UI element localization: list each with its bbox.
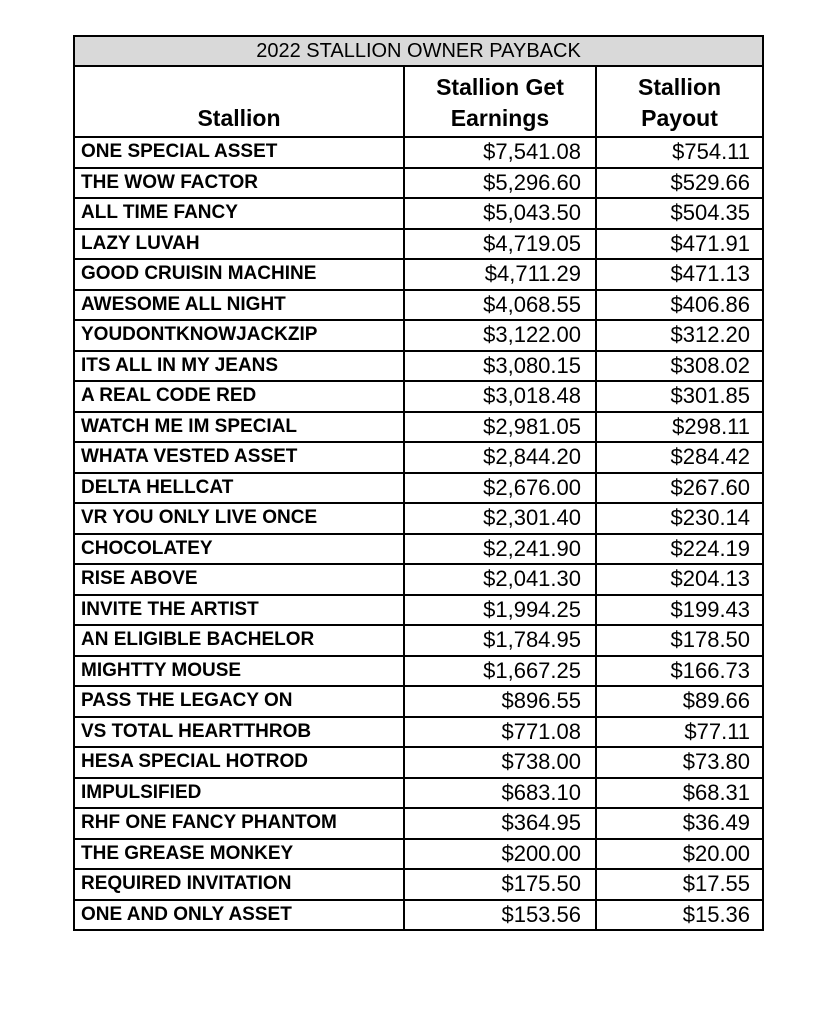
header-payout-line1: Stallion	[637, 74, 722, 100]
table-row	[74, 778, 763, 809]
stallion-name-cell: WATCH ME IM SPECIAL	[74, 412, 404, 443]
earnings-cell: $683.10	[404, 778, 596, 809]
stallion-name-cell: LAZY LUVAH	[74, 229, 404, 260]
earnings-cell: $4,719.05	[404, 229, 596, 260]
stallion-name-cell: MIGHTTY MOUSE	[74, 656, 404, 687]
earnings-cell: $364.95	[404, 808, 596, 839]
payout-cell: $17.55	[596, 869, 763, 900]
table-row	[74, 229, 763, 260]
payout-cell: $301.85	[596, 381, 763, 412]
earnings-cell: $738.00	[404, 747, 596, 778]
stallion-name-cell: THE GREASE MONKEY	[74, 839, 404, 870]
earnings-cell: $2,241.90	[404, 534, 596, 565]
earnings-cell: $2,301.40	[404, 503, 596, 534]
header-earnings-line2: Earnings	[450, 105, 550, 131]
stallion-name-cell: RISE ABOVE	[74, 564, 404, 595]
earnings-cell: $4,711.29	[404, 259, 596, 290]
payout-cell: $36.49	[596, 808, 763, 839]
earnings-cell: $2,676.00	[404, 473, 596, 504]
table-row	[74, 656, 763, 687]
table-row	[74, 839, 763, 870]
earnings-cell: $3,080.15	[404, 351, 596, 382]
earnings-cell: $3,018.48	[404, 381, 596, 412]
stallion-name-cell: ALL TIME FANCY	[74, 198, 404, 229]
stallion-name-cell: HESA SPECIAL HOTROD	[74, 747, 404, 778]
payout-cell: $298.11	[596, 412, 763, 443]
table-row	[74, 869, 763, 900]
payout-cell: $406.86	[596, 290, 763, 321]
payout-cell: $284.42	[596, 442, 763, 473]
earnings-cell: $2,981.05	[404, 412, 596, 443]
earnings-cell: $175.50	[404, 869, 596, 900]
table-row	[74, 198, 763, 229]
table-row	[74, 290, 763, 321]
payout-cell: $20.00	[596, 839, 763, 870]
table-row	[74, 534, 763, 565]
earnings-cell: $7,541.08	[404, 137, 596, 168]
payout-cell: $471.91	[596, 229, 763, 260]
stallion-name-cell: VS TOTAL HEARTTHROB	[74, 717, 404, 748]
payout-cell: $471.13	[596, 259, 763, 290]
table-row	[74, 168, 763, 199]
stallion-name-cell: ITS ALL IN MY JEANS	[74, 351, 404, 382]
stallion-name-cell: WHATA VESTED ASSET	[74, 442, 404, 473]
stallion-name-cell: VR YOU ONLY LIVE ONCE	[74, 503, 404, 534]
stallion-name-cell: CHOCOLATEY	[74, 534, 404, 565]
payout-cell: $230.14	[596, 503, 763, 534]
header-earnings-line1: Stallion Get	[436, 74, 564, 100]
payout-cell: $68.31	[596, 778, 763, 809]
stallion-name-cell: THE WOW FACTOR	[74, 168, 404, 199]
stallion-name-cell: RHF ONE FANCY PHANTOM	[74, 808, 404, 839]
stallion-name-cell: PASS THE LEGACY ON	[74, 686, 404, 717]
payout-cell: $754.11	[596, 137, 763, 168]
earnings-cell: $1,994.25	[404, 595, 596, 626]
payout-cell: $504.35	[596, 198, 763, 229]
table-row	[74, 320, 763, 351]
table-row	[74, 259, 763, 290]
payout-cell: $204.13	[596, 564, 763, 595]
payback-table	[73, 35, 764, 931]
earnings-cell: $5,043.50	[404, 198, 596, 229]
title-row	[74, 36, 763, 66]
payout-cell: $308.02	[596, 351, 763, 382]
earnings-cell: $1,784.95	[404, 625, 596, 656]
stallion-name-cell: ONE AND ONLY ASSET	[74, 900, 404, 931]
payout-cell: $89.66	[596, 686, 763, 717]
table-row	[74, 137, 763, 168]
table-row	[74, 747, 763, 778]
earnings-cell: $2,041.30	[404, 564, 596, 595]
earnings-cell: $200.00	[404, 839, 596, 870]
header-stallion-label: Stallion	[197, 105, 281, 131]
stallion-name-cell: YOUDONTKNOWJACKZIP	[74, 320, 404, 351]
table-row	[74, 412, 763, 443]
stallion-name-cell: DELTA HELLCAT	[74, 473, 404, 504]
stallion-name-cell: ONE SPECIAL ASSET	[74, 137, 404, 168]
earnings-cell: $3,122.00	[404, 320, 596, 351]
table-body	[74, 36, 763, 930]
header-earnings	[404, 66, 596, 137]
table-row	[74, 717, 763, 748]
table-row	[74, 808, 763, 839]
stallion-name-cell: REQUIRED INVITATION	[74, 869, 404, 900]
payout-cell: $267.60	[596, 473, 763, 504]
stallion-name-cell: INVITE THE ARTIST	[74, 595, 404, 626]
header-row	[74, 66, 763, 137]
table-title: 2022 STALLION OWNER PAYBACK	[74, 36, 763, 66]
stallion-name-cell: AN ELIGIBLE BACHELOR	[74, 625, 404, 656]
table-row	[74, 686, 763, 717]
payout-cell: $224.19	[596, 534, 763, 565]
stallion-name-cell: GOOD CRUISIN MACHINE	[74, 259, 404, 290]
table-row	[74, 381, 763, 412]
payout-cell: $77.11	[596, 717, 763, 748]
earnings-cell: $4,068.55	[404, 290, 596, 321]
payout-cell: $529.66	[596, 168, 763, 199]
earnings-cell: $1,667.25	[404, 656, 596, 687]
earnings-cell: $5,296.60	[404, 168, 596, 199]
payout-cell: $312.20	[596, 320, 763, 351]
table-row	[74, 442, 763, 473]
table-row	[74, 503, 763, 534]
table-row	[74, 595, 763, 626]
table-row	[74, 473, 763, 504]
payout-cell: $73.80	[596, 747, 763, 778]
stallion-name-cell: IMPULSIFIED	[74, 778, 404, 809]
table-row	[74, 625, 763, 656]
table-row	[74, 900, 763, 931]
earnings-cell: $2,844.20	[404, 442, 596, 473]
earnings-cell: $896.55	[404, 686, 596, 717]
earnings-cell: $771.08	[404, 717, 596, 748]
payout-cell: $166.73	[596, 656, 763, 687]
header-payout-line2: Payout	[641, 105, 718, 131]
payout-cell: $199.43	[596, 595, 763, 626]
payout-cell: $15.36	[596, 900, 763, 931]
earnings-cell: $153.56	[404, 900, 596, 931]
table-row	[74, 351, 763, 382]
header-payout	[596, 66, 763, 137]
table-row	[74, 564, 763, 595]
stallion-name-cell: AWESOME ALL NIGHT	[74, 290, 404, 321]
header-stallion	[74, 66, 404, 137]
payout-cell: $178.50	[596, 625, 763, 656]
stallion-name-cell: A REAL CODE RED	[74, 381, 404, 412]
